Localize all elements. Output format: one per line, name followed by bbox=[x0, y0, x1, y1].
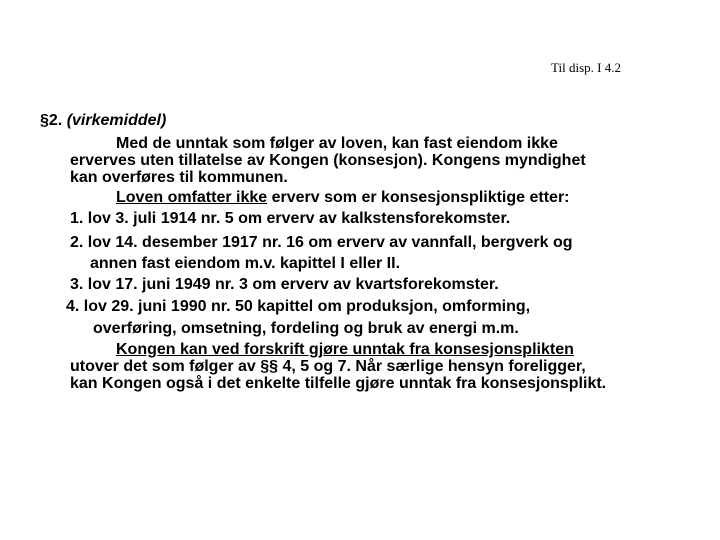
paragraph1-line3: kan overføres til kommunen. bbox=[70, 169, 288, 186]
section-number: §2. bbox=[40, 112, 63, 129]
section-title: (virkemiddel) bbox=[66, 112, 167, 129]
paragraph3-line1: Kongen kan ved forskrift gjøre unntak fra konsesjonsplikten bbox=[116, 341, 574, 358]
list-item-2-line2: annen fast eiendom m.v. kapittel I eller II. bbox=[90, 255, 401, 272]
paragraph2-intro bbox=[116, 189, 570, 206]
paragraph3-line2: utover det som følger av §§ 4, 5 og 7. Når særlige hensyn foreligger, bbox=[70, 358, 586, 375]
list-item-4-line1: 4. lov 29. juni 1990 nr. 50 kapittel om produksjon, omforming, bbox=[66, 298, 531, 315]
paragraph2-rest: erverv som er konsesjonspliktige etter: bbox=[267, 189, 570, 206]
list-item-3: 3. lov 17. juni 1949 nr. 3 om erverv av kvartsforekomster. bbox=[70, 276, 499, 293]
paragraph1-line1: Med de unntak som følger av loven, kan fast eiendom ikke bbox=[116, 135, 558, 152]
document-reference: Til disp. I 4.2 bbox=[551, 60, 621, 75]
section-heading bbox=[40, 112, 166, 130]
list-item-4-line2: overføring, omsetning, fordeling og bruk av energi m.m. bbox=[93, 320, 519, 337]
paragraph1-line2: erverves uten tillatelse av Kongen (konsesjon). Kongens myndighet bbox=[70, 152, 586, 169]
paragraph2-underlined: Loven omfatter ikke bbox=[116, 189, 268, 206]
paragraph3-line3: kan Kongen også i det enkelte tilfelle gjøre unntak fra konsesjonsplikt. bbox=[70, 375, 607, 392]
list-item-1: 1. lov 3. juli 1914 nr. 5 om erverv av kalkstensforekomster. bbox=[70, 210, 511, 227]
list-item-2-line1: 2. lov 14. desember 1917 nr. 16 om erverv av vannfall, bergverk og bbox=[70, 234, 573, 251]
